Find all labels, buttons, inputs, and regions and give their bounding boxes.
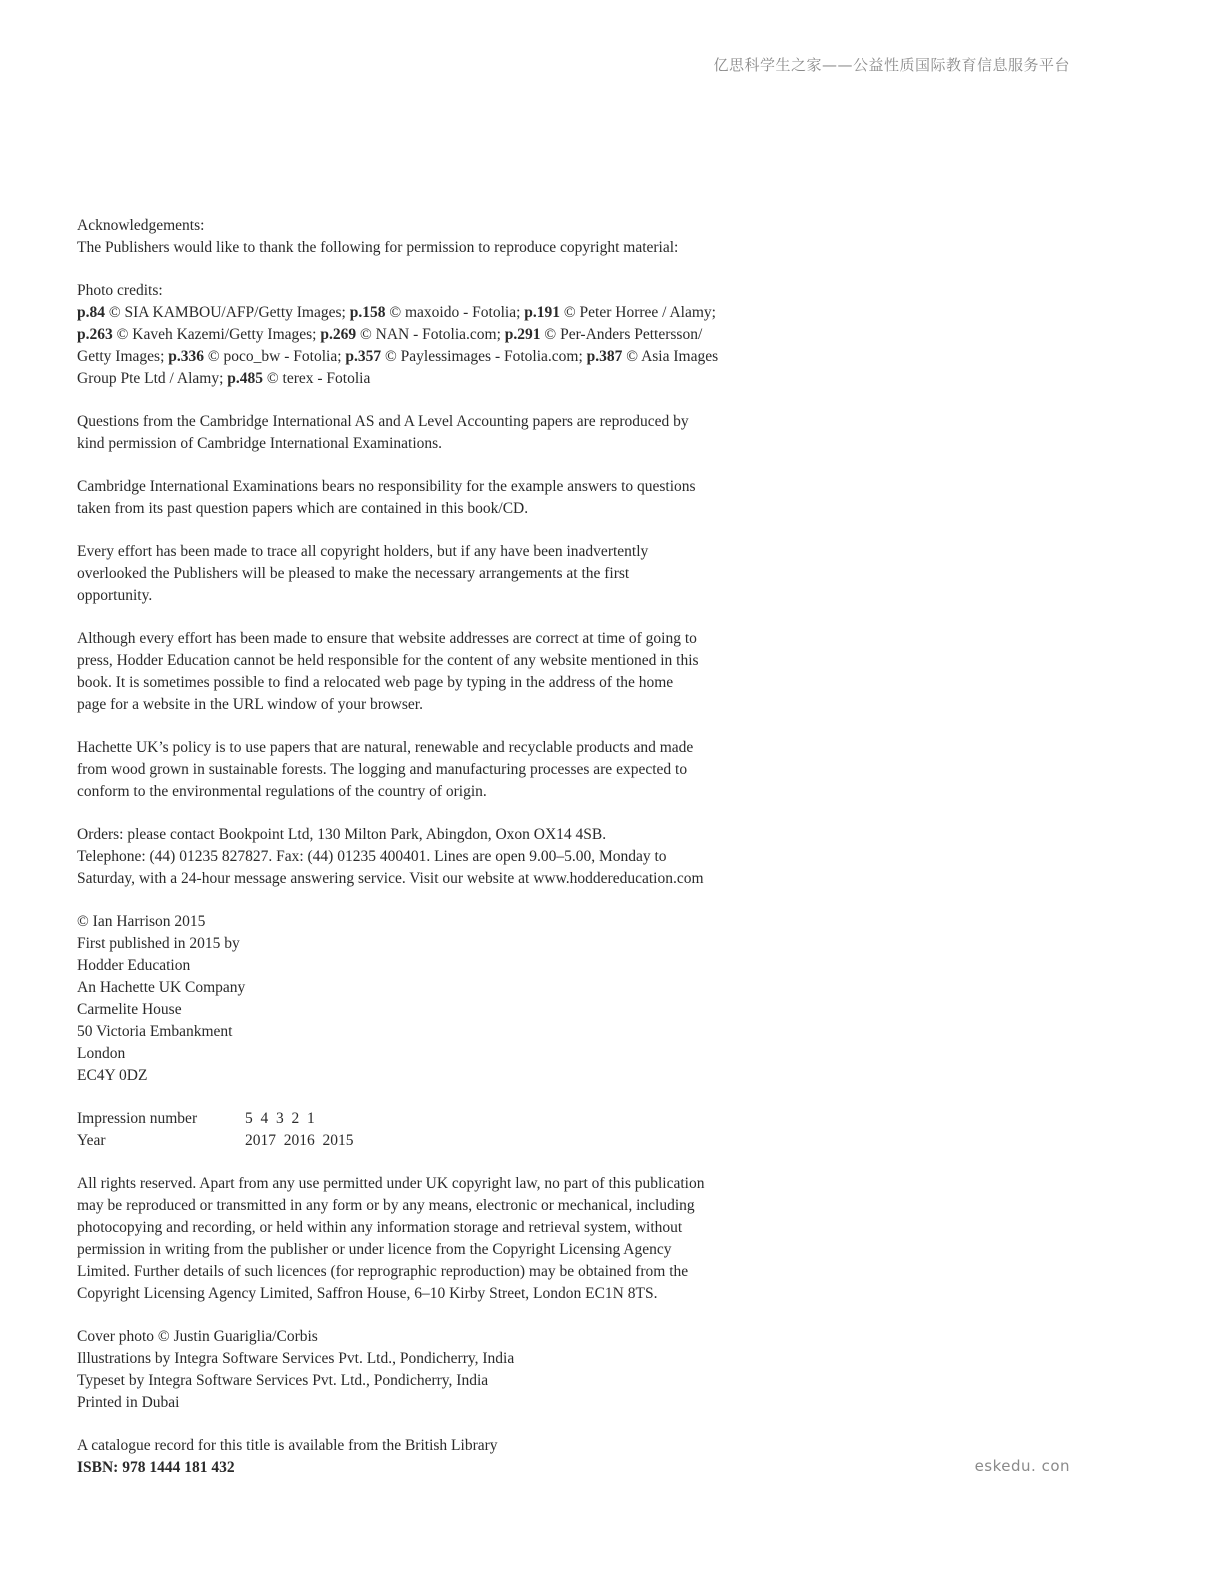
publisher-address [77,911,797,1087]
credit-text: © terex - Fotolia [263,370,371,387]
acknowledgements-intro: The Publishers would like to thank the following for permission to reproduce copyright material: [77,239,679,256]
photo-credits-block [77,280,797,390]
credit-page-ref: p.269 [320,326,357,343]
catalogue-block [77,1435,797,1479]
year-value: 2017 2016 2015 [245,1132,354,1149]
paragraph-line: Every effort has been made to trace all copyright holders, but if any have been inadvertently [77,543,649,560]
credit-text: Group Pte Ltd / Alamy; [77,370,228,387]
rights-paragraph [77,1173,797,1305]
paragraph-line: taken from its past question papers which are contained in this book/CD. [77,500,529,517]
publisher-line: London [77,1045,126,1062]
paragraph-line: Hachette UK’s policy is to use papers that are natural, renewable and recyclable products and made [77,739,694,756]
paragraph-line: Cambridge International Examinations bears no responsibility for the example answers to questions [77,478,696,495]
paragraph-line: Although every effort has been made to ensure that website addresses are correct at time of going to [77,630,697,647]
production-line: Illustrations by Integra Software Services Pvt. Ltd., Pondicherry, India [77,1350,515,1367]
photo-credits-line [77,346,797,368]
acknowledgements-block [77,215,797,259]
watermark-top: 亿思科学生之家——公益性质国际教育信息服务平台 [713,56,1070,74]
paragraph-line: book. It is sometimes possible to find a relocated web page by typing in the address of the home [77,674,674,691]
paragraph-line: kind permission of Cambridge International Examinations. [77,435,443,452]
paragraph-line: opportunity. [77,587,153,604]
responsibility-paragraph [77,476,797,520]
credit-text: © Paylessimages - Fotolia.com; [381,348,587,365]
impression-table [77,1108,354,1152]
paragraph-line: photocopying and recording, or held within any information storage and retrieval system, without [77,1219,683,1236]
paragraph-line: All rights reserved. Apart from any use permitted under UK copyright law, no part of this publication [77,1175,705,1192]
effort-paragraph [77,541,797,607]
credit-text: Getty Images; [77,348,169,365]
photo-credits-line [77,302,797,324]
paragraph-line: permission in writing from the publisher or under licence from the Copyright Licensing Agency [77,1241,672,1258]
paragraph-line: overlooked the Publishers will be pleased to make the necessary arrangements at the first [77,565,630,582]
credit-page-ref: p.291 [504,326,541,343]
credit-text: © poco_bw - Fotolia; [204,348,346,365]
credit-text: © Asia Images [622,348,719,365]
credit-page-ref: p.357 [345,348,382,365]
paragraph-line: from wood grown in sustainable forests. The logging and manufacturing processes are expected to [77,761,688,778]
year-label: Year [77,1132,106,1149]
questions-paragraph [77,411,797,455]
catalogue-text: A catalogue record for this title is available from the British Library [77,1437,498,1454]
paragraph-line: conform to the environmental regulations of the country of origin. [77,783,487,800]
paragraph-line: Saturday, with a 24-hour message answering service. Visit our website at www.hoddereducation.com [77,870,704,887]
isbn: ISBN: 978 1444 181 432 [77,1459,235,1476]
paragraph-line: Copyright Licensing Agency Limited, Saffron House, 6–10 Kirby Street, London EC1N 8TS. [77,1285,658,1302]
credit-text: © Per-Anders Pettersson/ [540,326,703,343]
credit-page-ref: p.158 [349,304,386,321]
copyright-page [77,215,797,1500]
acknowledgements-heading: Acknowledgements: [77,217,205,234]
impression-label: Impression number [77,1110,198,1127]
websites-paragraph [77,628,797,716]
paragraph-line: press, Hodder Education cannot be held responsible for the content of any website mentioned in this [77,652,699,669]
credit-text: © Peter Horree / Alamy; [560,304,716,321]
impression-row [77,1108,354,1130]
production-line: Cover photo © Justin Guariglia/Corbis [77,1328,318,1345]
publisher-line: © Ian Harrison 2015 [77,913,206,930]
policy-paragraph [77,737,797,803]
publisher-line: Carmelite House [77,1001,182,1018]
paragraph-line: Questions from the Cambridge International AS and A Level Accounting papers are reproduced by [77,413,689,430]
paragraph-line: may be reproduced or transmitted in any form or by any means, electronic or mechanical, including [77,1197,695,1214]
credit-page-ref: p.336 [168,348,205,365]
credit-text: © SIA KAMBOU/AFP/Getty Images; [105,304,350,321]
production-line: Printed in Dubai [77,1394,180,1411]
paragraph-line: Orders: please contact Bookpoint Ltd, 130 Milton Park, Abingdon, Oxon OX14 4SB. [77,826,607,843]
watermark-bottom: eskedu. con [974,1457,1070,1475]
publisher-line: Hodder Education [77,957,191,974]
credit-page-ref: p.263 [77,326,113,343]
credit-page-ref: p.387 [586,348,623,365]
credit-page-ref: p.191 [524,304,560,321]
publisher-line: 50 Victoria Embankment [77,1023,233,1040]
paragraph-line: page for a website in the URL window of your browser. [77,696,423,713]
production-line: Typeset by Integra Software Services Pvt. Ltd., Pondicherry, India [77,1372,489,1389]
credit-text: © Kaveh Kazemi/Getty Images; [112,326,321,343]
credit-page-ref: p.485 [227,370,264,387]
impression-value: 5 4 3 2 1 [245,1110,315,1127]
publisher-line: An Hachette UK Company [77,979,246,996]
photo-credits-line [77,368,797,390]
credit-page-ref: p.84 [77,304,105,321]
orders-paragraph [77,824,797,890]
photo-credits-heading: Photo credits: [77,282,163,299]
year-row [77,1130,354,1152]
paragraph-line: Telephone: (44) 01235 827827. Fax: (44) 01235 400401. Lines are open 9.00–5.00, Monday to [77,848,667,865]
credit-text: © NAN - Fotolia.com; [356,326,505,343]
publisher-line: First published in 2015 by [77,935,240,952]
credit-text: © maxoido - Fotolia; [385,304,525,321]
photo-credits-line [77,324,797,346]
publisher-line: EC4Y 0DZ [77,1067,148,1084]
paragraph-line: Limited. Further details of such licences (for reprographic reproduction) may be obtained from the [77,1263,689,1280]
production-credits [77,1326,797,1414]
